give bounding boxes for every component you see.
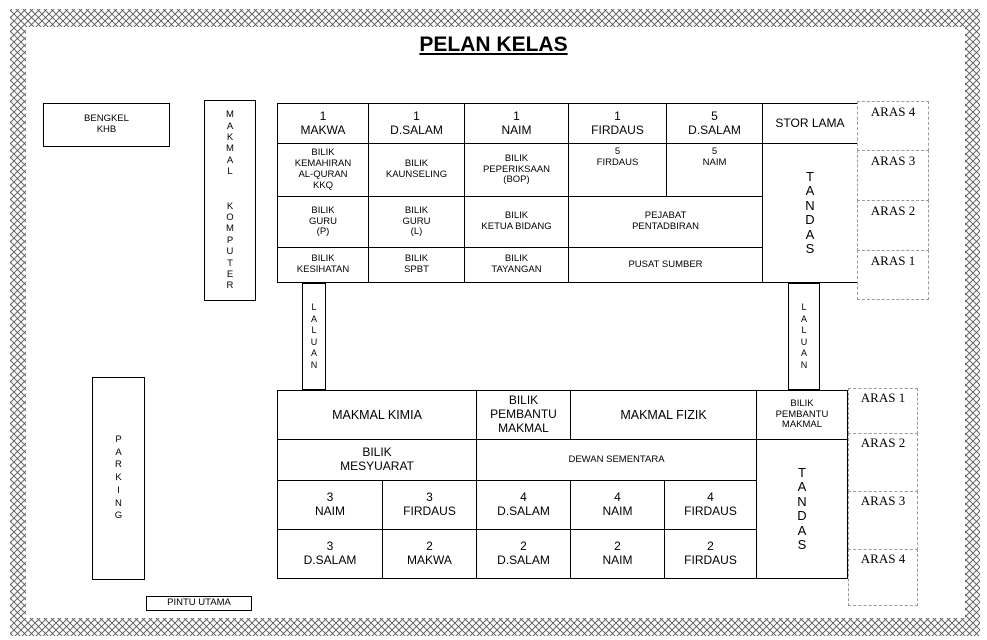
tandas-top-label: T A N D A S — [805, 168, 815, 256]
bilik-kaunseling: BILIK KAUNSELING — [368, 143, 465, 197]
class-5-firdaus: 5 FIRDAUS — [568, 143, 667, 197]
tandas-bottom — [756, 439, 848, 579]
pintu-utama: PINTU UTAMA — [146, 596, 252, 611]
class-5-dsalam: 5 D.SALAM — [666, 103, 763, 144]
tandas-top — [762, 143, 858, 283]
makmal-fizik: MAKMAL FIZIK — [570, 390, 757, 440]
class-3-dsalam: 3 D.SALAM — [277, 529, 383, 579]
class-5-naim: 5 NAIM — [666, 143, 763, 197]
aras-2-top: ARAS 2 — [857, 200, 929, 251]
laluan-right — [788, 283, 820, 390]
bilik-ketua-bidang: BILIK KETUA BIDANG — [464, 196, 569, 248]
aras-3-bottom: ARAS 3 — [848, 491, 918, 550]
bilik-kesihatan: BILIK KESIHATAN — [277, 247, 369, 283]
bilik-spbt: BILIK SPBT — [368, 247, 465, 283]
makmal-komputer-label: M A K M A L K O M P U T E R — [226, 109, 234, 292]
stor-lama: STOR LAMA — [762, 103, 858, 144]
class-1-dsalam: 1 D.SALAM — [368, 103, 465, 144]
aras-1-bottom: ARAS 1 — [848, 388, 918, 434]
page-title: PELAN KELAS — [419, 33, 568, 56]
aras-4-top: ARAS 4 — [857, 101, 929, 151]
class-4-dsalam: 4 D.SALAM — [476, 480, 571, 530]
dewan-sementara: DEWAN SEMENTARA — [476, 439, 757, 481]
aras-3-top: ARAS 3 — [857, 150, 929, 201]
class-4-naim: 4 NAIM — [570, 480, 665, 530]
aras-1-top: ARAS 1 — [857, 250, 929, 300]
bengkel-khb: BENGKEL KHB — [43, 103, 170, 147]
class-3-naim: 3 NAIM — [277, 480, 383, 530]
laluan-right-label: L A L U A N — [800, 302, 808, 370]
tandas-bottom-label: T A N D A S — [797, 464, 807, 552]
bilik-mesyuarat: BILIK MESYUARAT — [277, 439, 477, 481]
class-2-naim: 2 NAIM — [570, 529, 665, 579]
makmal-komputer — [204, 100, 256, 301]
class-2-makwa: 2 MAKWA — [382, 529, 477, 579]
aras-2-bottom: ARAS 2 — [848, 433, 918, 492]
makmal-kimia: MAKMAL KIMIA — [277, 390, 477, 440]
bilik-pembantu-makmal-1: BILIK PEMBANTU MAKMAL — [476, 390, 571, 440]
bilik-pembantu-makmal-2: BILIK PEMBANTU MAKMAL — [756, 390, 848, 440]
laluan-left — [302, 283, 326, 390]
pejabat-pentadbiran: PEJABAT PENTADBIRAN — [568, 196, 763, 248]
bilik-tayangan: BILIK TAYANGAN — [464, 247, 569, 283]
bilik-kemahiran-al-quran: BILIK KEMAHIRAN AL-QURAN KKQ — [277, 143, 369, 197]
pusat-sumber: PUSAT SUMBER — [568, 247, 763, 283]
bilik-guru-l: BILIK GURU (L) — [368, 196, 465, 248]
laluan-left-label: L A L U A N — [310, 302, 318, 370]
class-3-firdaus: 3 FIRDAUS — [382, 480, 477, 530]
class-2-dsalam: 2 D.SALAM — [476, 529, 571, 579]
bilik-guru-p: BILIK GURU (P) — [277, 196, 369, 248]
parking — [92, 377, 145, 580]
class-2-firdaus: 2 FIRDAUS — [664, 529, 757, 579]
class-1-naim: 1 NAIM — [464, 103, 569, 144]
aras-4-bottom: ARAS 4 — [848, 549, 918, 606]
bilik-peperiksaan: BILIK PEPERIKSAAN (BOP) — [464, 143, 569, 197]
class-4-firdaus: 4 FIRDAUS — [664, 480, 757, 530]
class-1-makwa: 1 MAKWA — [277, 103, 369, 144]
class-1-firdaus: 1 FIRDAUS — [568, 103, 667, 144]
parking-label: P A R K I N G — [114, 433, 123, 522]
